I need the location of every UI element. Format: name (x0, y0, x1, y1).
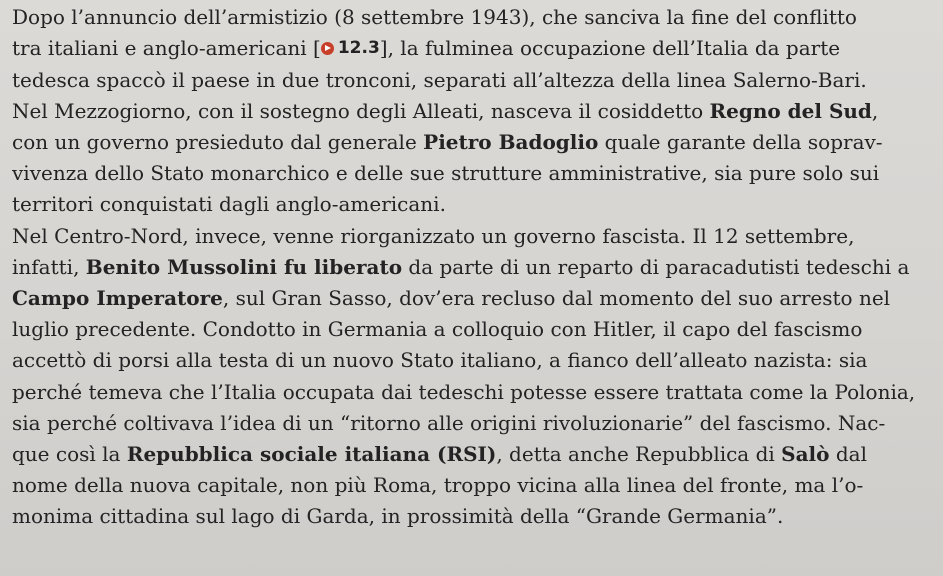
text-line (12, 408, 933, 439)
text-line (12, 2, 933, 33)
text-span: luglio precedente. Condotto in Germania a colloquio con Hitler, il capo del fascismo (12, 317, 863, 342)
text-span: perché temeva che l’Italia occupata dai tedeschi potesse essere trattata come la Polonia, (12, 379, 916, 404)
text-line (12, 33, 933, 64)
text-line (12, 283, 933, 314)
paragraph-rsi (12, 221, 933, 533)
bold-term-rsi: Repubblica sociale italiana (RSI) (126, 441, 497, 466)
paragraph-armistice (12, 2, 933, 221)
text-line (12, 377, 933, 408)
arrow-circle-icon (321, 42, 334, 55)
text-line (12, 221, 933, 252)
text-span: quale garante della soprav- (598, 129, 883, 154)
text-span: Nel Mezzogiorno, con il sostegno degli Alleati, nasceva il cosiddetto (12, 98, 710, 123)
bold-term-campo-imperatore: Campo Imperatore (12, 285, 223, 310)
text-span: , sul Gran Sasso, dov’era recluso dal momento del suo arresto nel (222, 285, 891, 310)
text-span: tra italiani e anglo-americani [ (12, 36, 321, 61)
text-span: da parte di un reparto di paracadutisti tedeschi a (402, 254, 910, 279)
text-line (12, 439, 933, 470)
text-span: dal (829, 441, 867, 466)
text-line (12, 252, 933, 283)
text-line (12, 470, 933, 501)
text-span: que così la (12, 441, 127, 466)
text-span: Nel Centro-Nord, invece, venne riorganizzato un governo fascista. Il 12 settembre, (12, 223, 855, 248)
text-line (12, 314, 933, 345)
text-span: , detta anche Repubblica di (496, 441, 782, 466)
cross-reference-link[interactable] (321, 33, 380, 64)
text-span: ], la fulminea occupazione dell’Italia da parte (379, 36, 841, 61)
text-line (12, 345, 933, 376)
text-span: monima cittadina sul lago di Garda, in prossimità della “Grande Germania”. (12, 504, 784, 529)
text-span: territori conquistati dagli anglo-americani. (12, 192, 446, 217)
text-span: , (871, 98, 879, 123)
text-span: nome della nuova capitale, non più Roma, troppo vicina alla linea del fronte, ma l’o- (12, 473, 864, 498)
text-line (12, 96, 933, 127)
text-line (12, 189, 933, 220)
bold-term-salo: Salò (781, 441, 830, 466)
text-line (12, 158, 933, 189)
text-span: vivenza dello Stato monarchico e delle sue strutture amministrative, sia pure solo sui (12, 161, 880, 186)
text-span: sia perché coltivava l’idea di un “ritorno alle origini rivoluzionarie” del fascismo. Nac- (12, 410, 886, 435)
bold-term-badoglio: Pietro Badoglio (423, 129, 599, 154)
bold-term-regno-del-sud: Regno del Sud (709, 98, 872, 123)
text-span: accettò di porsi alla testa di un nuovo Stato italiano, a fianco dell’alleato nazista: sia (12, 348, 868, 373)
text-line (12, 65, 933, 96)
text-line (12, 127, 933, 158)
text-span: con un governo presieduto dal generale (12, 129, 424, 154)
text-line (12, 501, 933, 532)
cross-reference-number: 12.3 (337, 38, 380, 59)
text-span: tedesca spaccò il paese in due tronconi, separati all’altezza della linea Salerno-Bari. (12, 67, 867, 92)
bold-term-mussolini: Benito Mussolini fu liberato (85, 254, 403, 279)
text-span: Dopo l’annuncio dell’armistizio (8 settembre 1943), che sanciva la fine del conflitto (12, 5, 857, 29)
text-span: infatti, (12, 254, 86, 279)
